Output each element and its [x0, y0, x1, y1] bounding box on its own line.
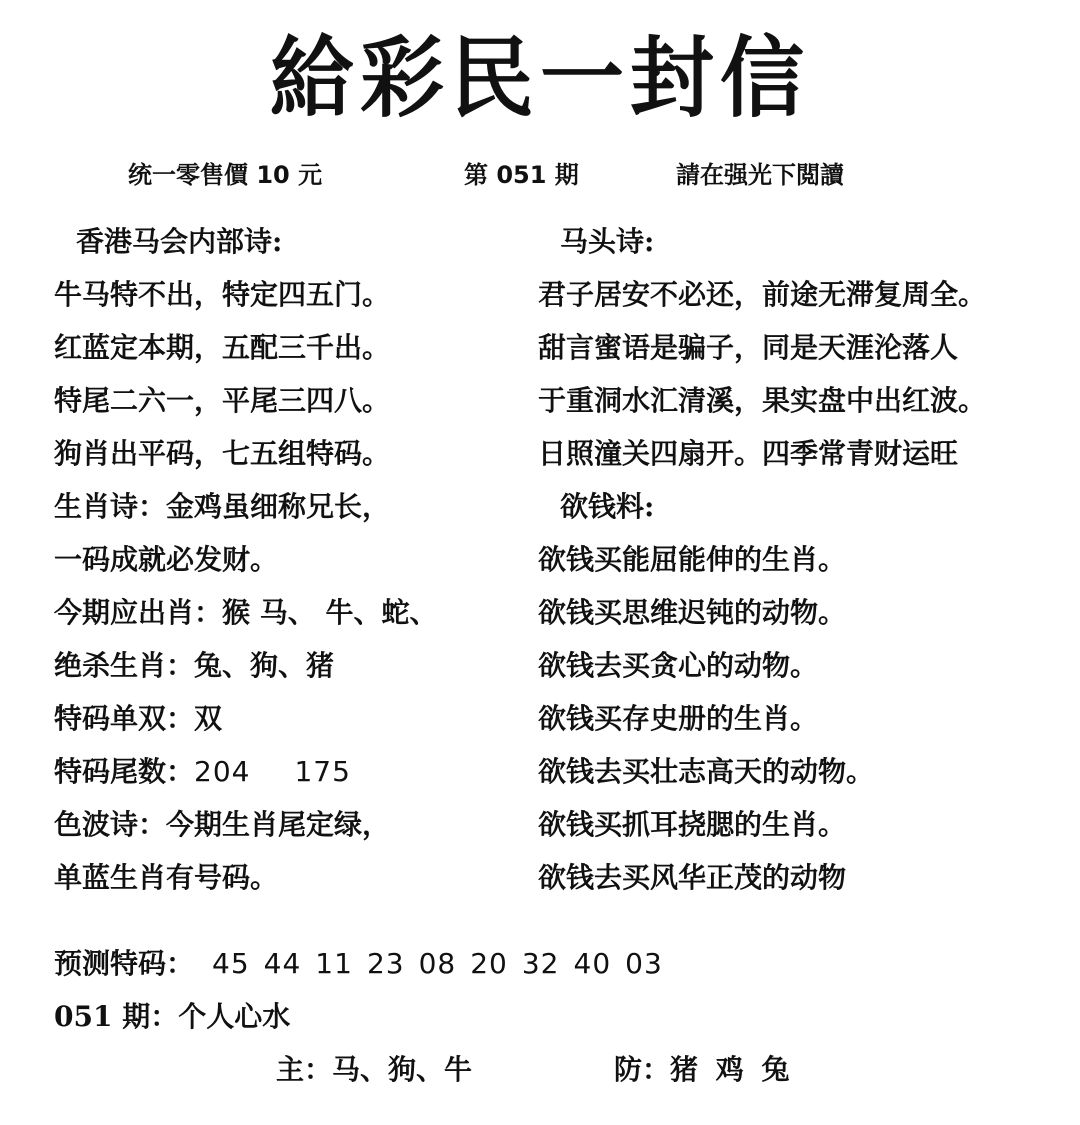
riddle-line: 欲钱买抓耳挠腮的生肖。	[538, 808, 847, 841]
reading-note: 請在强光下閲讀	[676, 161, 844, 189]
tail-numbers-row	[54, 752, 351, 792]
riddle-line: 欲钱买能屈能伸的生肖。	[538, 543, 847, 576]
guard-pick-label: 防：	[614, 1053, 671, 1086]
prediction-row	[54, 944, 677, 984]
left-line: 特尾二六一，平尾三四八。	[54, 384, 391, 417]
guard-pick	[614, 1050, 790, 1090]
page-title: 給彩民一封信	[269, 26, 810, 130]
riddle-line: 欲钱去买风华正茂的动物	[538, 861, 847, 894]
tail-value: 175	[294, 755, 351, 788]
left-line: 狗肖出平码，七五组特码。	[54, 437, 391, 470]
issue-label: 051 期：	[54, 1000, 179, 1033]
left-line: 一码成就必发财。	[54, 543, 279, 576]
main-pick-label: 主：	[276, 1053, 333, 1086]
left-line: 色波诗：今期生肖尾定绿，	[54, 808, 391, 841]
prediction-number: 44	[263, 947, 302, 980]
left-line: 特码单双：双	[54, 702, 223, 735]
price-label: 统一零售價 10 元	[128, 161, 323, 189]
riddle-line: 欲钱买存史册的生肖。	[538, 702, 819, 735]
left-line: 绝杀生肖：兔、狗、猪	[54, 649, 335, 682]
issue-number: 第 051 期	[464, 161, 579, 189]
tail-label: 特码尾数：	[54, 755, 195, 788]
riddle-line: 欲钱去买贪心的动物。	[538, 649, 819, 682]
main-pick	[276, 1050, 472, 1090]
riddle-line: 欲钱去买壮志高天的动物。	[538, 755, 875, 788]
prediction-label: 预测特码：	[54, 947, 195, 980]
issue-text: 个人心水	[178, 1000, 291, 1033]
poem-line: 日照潼关四扇开。四季常青财运旺	[538, 437, 959, 470]
prediction-number: 08	[418, 947, 457, 980]
left-heading: 香港马会内部诗:	[76, 225, 283, 258]
prediction-number: 20	[470, 947, 508, 980]
left-line: 红蓝定本期，五配三千出。	[54, 331, 391, 364]
left-line: 今期应出肖：猴 马、 牛、蛇、	[54, 596, 438, 629]
right-heading: 马头诗:	[560, 225, 655, 258]
poem-line: 君子居安不必还，前途无滞复周全。	[538, 278, 987, 311]
right-heading-2: 欲钱料:	[560, 490, 655, 523]
guard-pick-text: 猪 鸡 兔	[670, 1053, 790, 1086]
prediction-number: 45	[212, 947, 250, 980]
prediction-number: 03	[625, 947, 663, 980]
riddle-line: 欲钱买思维迟钝的动物。	[538, 596, 847, 629]
tail-value: 204	[194, 755, 251, 788]
issue-row	[54, 997, 290, 1037]
left-line: 单蓝生肖有号码。	[54, 861, 279, 894]
poem-line: 甜言蜜语是骗子，同是天涯沦落人	[538, 331, 959, 364]
left-line: 牛马特不出，特定四五门。	[54, 278, 391, 311]
poem-line: 于重洞水汇清溪，果实盘中出红波。	[538, 384, 987, 417]
left-line: 生肖诗：金鸡虽细称兄长，	[54, 490, 391, 523]
prediction-number: 23	[366, 947, 405, 980]
prediction-numbers	[212, 947, 677, 980]
prediction-number: 40	[573, 947, 612, 980]
prediction-number: 11	[315, 947, 353, 980]
prediction-number: 32	[521, 947, 560, 980]
main-pick-text: 马、狗、牛	[332, 1053, 473, 1086]
